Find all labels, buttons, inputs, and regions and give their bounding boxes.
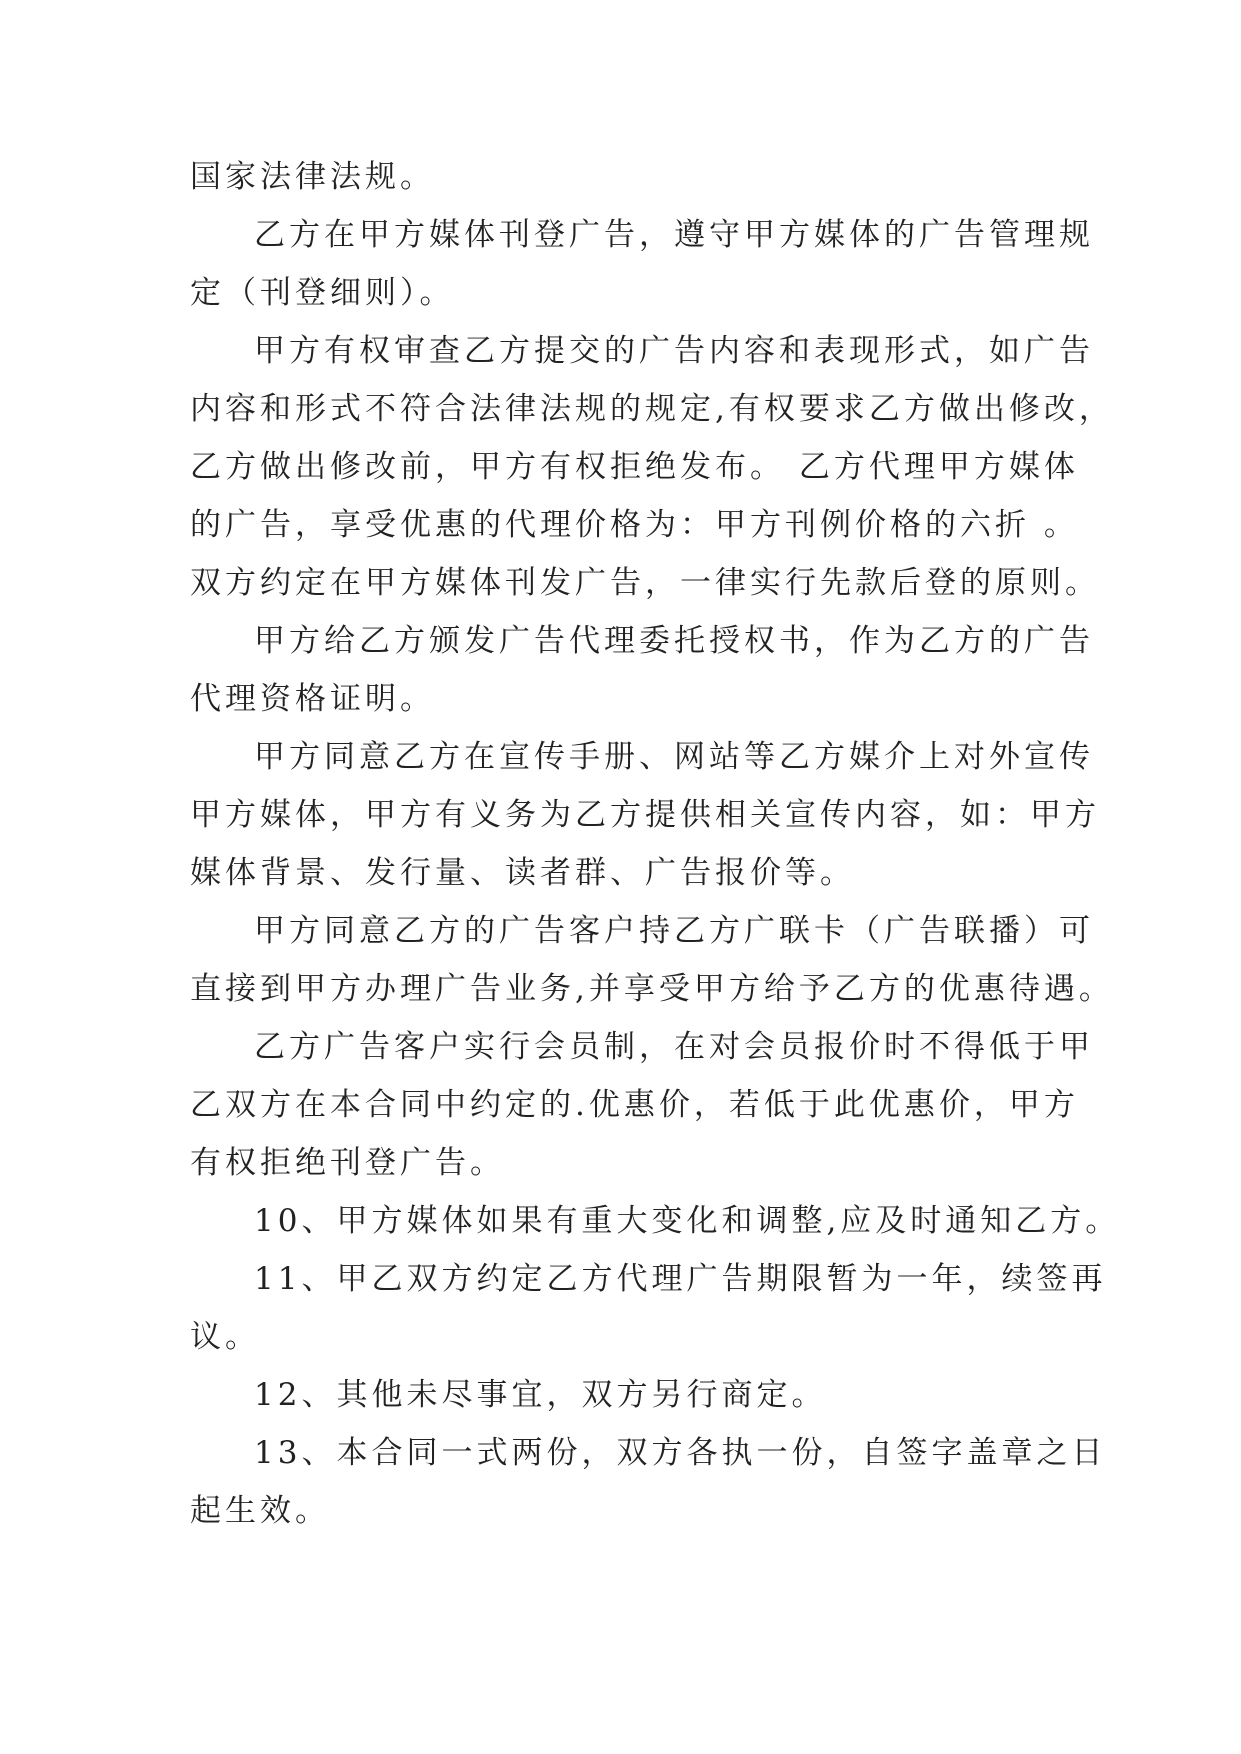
text-line: 10、甲方媒体如果有重大变化和调整,应及时通知乙方。 [254, 1203, 1121, 1239]
text-line: 定（刊登细则）。 [190, 275, 455, 311]
text-line: 直接到甲方办理广告业务,并享受甲方给予乙方的优惠待遇。 [190, 971, 1114, 1007]
text-line: 国家法律法规。 [190, 159, 435, 195]
text-line: 甲方同意乙方在宣传手册、网站等乙方媒介上对外宣传 [254, 739, 1094, 775]
text-line: 议。 [190, 1319, 260, 1355]
text-line: 乙双方在本合同中约定的.优惠价，若低于此优惠价，甲方 [190, 1087, 1079, 1123]
text-line: 甲方媒体，甲方有义务为乙方提供相关宣传内容，如：甲方 [190, 797, 1100, 833]
text-line: 13、本合同一式两份，双方各执一份，自签字盖章之日 [254, 1435, 1107, 1471]
text-line: 代理资格证明。 [190, 681, 435, 717]
text-line: 乙方广告客户实行会员制，在对会员报价时不得低于甲 [254, 1029, 1094, 1065]
text-line: 乙方做出修改前，甲方有权拒绝发布。 乙方代理甲方媒体 [190, 449, 1079, 485]
text-line: 内容和形式不符合法律法规的规定,有权要求乙方做出修改， [190, 391, 1114, 427]
text-line: 的广告，享受优惠的代理价格为：甲方刊例价格的六折 。 [190, 507, 1079, 543]
text-line: 双方约定在甲方媒体刊发广告，一律实行先款后登的原则。 [190, 565, 1100, 601]
document-body [190, 155, 1121, 1547]
text-line: 甲方有权审查乙方提交的广告内容和表现形式，如广告 [254, 333, 1094, 369]
text-line: 11、甲乙双方约定乙方代理广告期限暂为一年，续签再 [254, 1261, 1107, 1297]
text-line: 12、其他未尽事宜，双方另行商定。 [254, 1377, 827, 1413]
text-line: 起生效。 [190, 1493, 330, 1529]
text-line: 有权拒绝刊登广告。 [190, 1145, 505, 1181]
text-line: 甲方给乙方颁发广告代理委托授权书，作为乙方的广告 [254, 623, 1094, 659]
text-line: 媒体背景、发行量、读者群、广告报价等。 [190, 855, 855, 891]
text-line: 甲方同意乙方的广告客户持乙方广联卡（广告联播）可 [254, 913, 1094, 949]
text-line: 乙方在甲方媒体刊登广告，遵守甲方媒体的广告管理规 [254, 217, 1094, 253]
